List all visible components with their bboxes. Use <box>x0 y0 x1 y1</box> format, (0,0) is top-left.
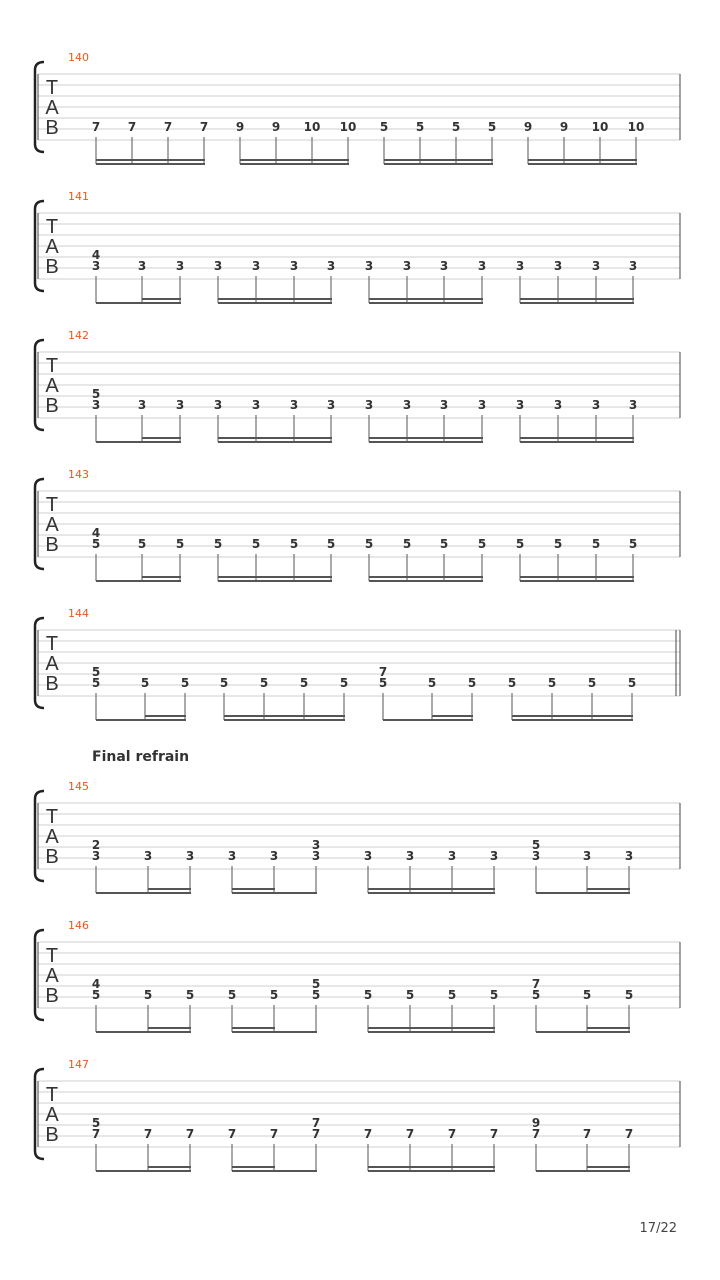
beam-secondary <box>232 1166 275 1168</box>
fret-number: 5 <box>427 676 437 690</box>
beam-secondary <box>432 715 473 717</box>
fret-number: 3 <box>251 259 261 273</box>
beam-primary <box>383 719 473 721</box>
fret-number: 3 <box>402 259 412 273</box>
beam-secondary <box>452 888 495 890</box>
fret-number: 7 <box>91 120 101 134</box>
fret-number: 7 <box>91 1127 101 1141</box>
fret-number: 5 <box>378 676 388 690</box>
fret-number: 5 <box>91 1116 101 1130</box>
fret-number: 5 <box>185 988 195 1002</box>
tab-clef-letter: A <box>45 653 59 675</box>
fret-number: 3 <box>591 398 601 412</box>
beam-secondary <box>512 715 553 717</box>
fret-number: 7 <box>624 1127 634 1141</box>
tab-clef-letter: B <box>45 256 59 278</box>
fret-number: 3 <box>91 259 101 273</box>
beam-secondary <box>587 888 630 890</box>
fret-number: 3 <box>289 398 299 412</box>
tab-system <box>35 607 680 721</box>
fret-number: 5 <box>467 676 477 690</box>
fret-number: 5 <box>259 676 269 690</box>
fret-number: 3 <box>439 259 449 273</box>
fret-number: 3 <box>269 849 279 863</box>
fret-number: 5 <box>213 537 223 551</box>
tab-system <box>35 468 680 582</box>
beam-secondary <box>410 1027 453 1029</box>
tab-clef-letter: B <box>45 673 59 695</box>
tab-clef-letter: A <box>45 965 59 987</box>
tab-clef-letter: T <box>45 77 59 99</box>
fret-number: 5 <box>339 676 349 690</box>
tab-system <box>35 329 680 443</box>
beam-primary <box>512 719 633 721</box>
beam-primary <box>536 892 630 894</box>
beam-primary <box>96 580 181 582</box>
beam-primary <box>368 1170 495 1172</box>
beam-secondary <box>452 1027 495 1029</box>
beam-secondary <box>558 437 597 439</box>
beam-primary <box>218 302 332 304</box>
beam-primary <box>218 441 332 443</box>
fret-number: 5 <box>299 676 309 690</box>
fret-number: 5 <box>624 988 634 1002</box>
beam-secondary <box>558 298 597 300</box>
measure-number: 143 <box>68 468 89 481</box>
fret-number: 9 <box>271 120 281 134</box>
beam-primary <box>96 892 191 894</box>
fret-number: 7 <box>582 1127 592 1141</box>
fret-number: 5 <box>477 537 487 551</box>
fret-number: 7 <box>163 120 173 134</box>
beam-primary <box>536 1031 630 1033</box>
beam-secondary <box>520 298 559 300</box>
beam-primary <box>96 302 181 304</box>
beam-secondary <box>368 1166 411 1168</box>
fret-number: 5 <box>91 537 101 551</box>
tab-clef-letter: T <box>45 216 59 238</box>
fret-number: 5 <box>487 120 497 134</box>
fret-number: 7 <box>531 977 541 991</box>
fret-number: 3 <box>582 849 592 863</box>
fret-number: 7 <box>199 120 209 134</box>
fret-number: 5 <box>447 988 457 1002</box>
measure-number: 141 <box>68 190 89 203</box>
beam-secondary <box>294 576 332 578</box>
fret-number: 3 <box>515 259 525 273</box>
beam-secondary <box>444 298 483 300</box>
beam-primary <box>96 1170 191 1172</box>
measure-number: 142 <box>68 329 89 342</box>
beam-primary <box>96 719 186 721</box>
fret-number: 3 <box>363 849 373 863</box>
fret-number: 3 <box>289 259 299 273</box>
fret-number: 7 <box>489 1127 499 1141</box>
beam-secondary <box>142 576 181 578</box>
fret-number: 3 <box>553 398 563 412</box>
tab-clef-letter: A <box>45 97 59 119</box>
fret-number: 5 <box>91 387 101 401</box>
fret-number: 3 <box>439 398 449 412</box>
fret-number: 7 <box>378 665 388 679</box>
beam-primary <box>369 441 483 443</box>
fret-number: 7 <box>363 1127 373 1141</box>
fret-number: 5 <box>582 988 592 1002</box>
beam-secondary <box>148 1027 191 1029</box>
fret-number: 7 <box>405 1127 415 1141</box>
tab-clef-letter: T <box>45 633 59 655</box>
measure-number: 140 <box>68 51 89 64</box>
beam-secondary <box>294 298 332 300</box>
beam-secondary <box>132 159 169 161</box>
fret-number: 5 <box>363 988 373 1002</box>
beam-primary <box>368 892 495 894</box>
beam-secondary <box>218 437 257 439</box>
fret-number: 5 <box>140 676 150 690</box>
tab-clef-letter: A <box>45 236 59 258</box>
beam-secondary <box>304 715 345 717</box>
fret-number: 9 <box>523 120 533 134</box>
beam-secondary <box>587 1166 630 1168</box>
fret-number: 3 <box>91 849 101 863</box>
fret-number: 5 <box>180 676 190 690</box>
beam-primary <box>96 441 181 443</box>
fret-number: 3 <box>489 849 499 863</box>
fret-number: 10 <box>339 120 357 134</box>
tab-clef-letter: T <box>45 945 59 967</box>
beam-primary <box>369 580 483 582</box>
fret-number: 3 <box>175 259 185 273</box>
fret-number: 5 <box>553 537 563 551</box>
fret-number: 7 <box>311 1127 321 1141</box>
fret-number: 5 <box>379 120 389 134</box>
beam-primary <box>96 1031 191 1033</box>
fret-number: 5 <box>364 537 374 551</box>
fret-number: 5 <box>251 537 261 551</box>
tab-clef-letter: A <box>45 1104 59 1126</box>
beam-secondary <box>232 1027 275 1029</box>
beam-primary <box>224 719 345 721</box>
beam-secondary <box>600 159 637 161</box>
fret-number: 3 <box>185 849 195 863</box>
fret-number: 3 <box>447 849 457 863</box>
tab-system <box>35 51 680 165</box>
fret-number: 3 <box>364 259 374 273</box>
fret-number: 7 <box>269 1127 279 1141</box>
tab-clef-letter: B <box>45 1124 59 1146</box>
beam-primary <box>232 892 317 894</box>
fret-number: 9 <box>531 1116 541 1130</box>
fret-number: 5 <box>326 537 336 551</box>
fret-number: 5 <box>311 988 321 1002</box>
fret-number: 3 <box>227 849 237 863</box>
fret-number: 3 <box>531 849 541 863</box>
fret-number: 5 <box>531 988 541 1002</box>
fret-number: 5 <box>289 537 299 551</box>
beam-secondary <box>145 715 186 717</box>
fret-number: 3 <box>477 259 487 273</box>
fret-number: 5 <box>143 988 153 1002</box>
beam-secondary <box>456 159 493 161</box>
beam-secondary <box>96 159 133 161</box>
beam-secondary <box>528 159 565 161</box>
fret-number: 2 <box>91 838 101 852</box>
beam-secondary <box>587 1027 630 1029</box>
beam-primary <box>528 163 637 165</box>
tab-clef-letter: A <box>45 514 59 536</box>
fret-number: 3 <box>628 259 638 273</box>
fret-number: 3 <box>91 398 101 412</box>
measure-number: 144 <box>68 607 89 620</box>
fret-number: 3 <box>515 398 525 412</box>
beam-secondary <box>558 576 597 578</box>
fret-number: 3 <box>402 398 412 412</box>
beam-secondary <box>564 159 601 161</box>
fret-number: 5 <box>91 988 101 1002</box>
beam-secondary <box>240 159 277 161</box>
tab-clef-letter: B <box>45 846 59 868</box>
beam-secondary <box>452 1166 495 1168</box>
fret-number: 3 <box>405 849 415 863</box>
fret-number: 7 <box>143 1127 153 1141</box>
beam-secondary <box>410 888 453 890</box>
beam-secondary <box>218 298 257 300</box>
beam-secondary <box>168 159 205 161</box>
fret-number: 5 <box>627 676 637 690</box>
beam-secondary <box>552 715 593 717</box>
measure-number: 146 <box>68 919 89 932</box>
section-heading: Final refrain <box>92 749 190 765</box>
fret-number: 5 <box>402 537 412 551</box>
fret-number: 3 <box>591 259 601 273</box>
fret-number: 3 <box>143 849 153 863</box>
fret-number: 9 <box>235 120 245 134</box>
fret-number: 7 <box>127 120 137 134</box>
fret-number: 7 <box>185 1127 195 1141</box>
fret-number: 5 <box>227 988 237 1002</box>
fret-number: 10 <box>627 120 645 134</box>
beam-secondary <box>407 437 445 439</box>
beam-primary <box>232 1170 317 1172</box>
beam-secondary <box>218 576 257 578</box>
fret-number: 3 <box>553 259 563 273</box>
fret-number: 3 <box>251 398 261 412</box>
beam-secondary <box>232 888 275 890</box>
beam-secondary <box>142 298 181 300</box>
measure-number: 147 <box>68 1058 89 1071</box>
beam-secondary <box>369 576 408 578</box>
fret-number: 3 <box>137 259 147 273</box>
fret-number: 5 <box>91 676 101 690</box>
measure-number: 145 <box>68 780 89 793</box>
beam-secondary <box>368 888 411 890</box>
fret-number: 5 <box>451 120 461 134</box>
beam-secondary <box>384 159 421 161</box>
beam-secondary <box>520 576 559 578</box>
fret-number: 5 <box>547 676 557 690</box>
fret-number: 5 <box>405 988 415 1002</box>
beam-primary <box>369 302 483 304</box>
fret-number: 10 <box>591 120 609 134</box>
beam-secondary <box>596 437 634 439</box>
tab-system <box>35 190 680 304</box>
beam-primary <box>232 1031 317 1033</box>
fret-number: 7 <box>227 1127 237 1141</box>
beam-secondary <box>596 298 634 300</box>
beam-primary <box>520 580 634 582</box>
fret-number: 5 <box>311 977 321 991</box>
fret-number: 5 <box>628 537 638 551</box>
tab-clef-letter: T <box>45 355 59 377</box>
beam-secondary <box>312 159 349 161</box>
beam-secondary <box>148 888 191 890</box>
tab-clef-letter: B <box>45 985 59 1007</box>
fret-number: 5 <box>439 537 449 551</box>
fret-number: 3 <box>326 259 336 273</box>
fret-number: 9 <box>559 120 569 134</box>
beam-secondary <box>264 715 305 717</box>
fret-number: 10 <box>303 120 321 134</box>
fret-number: 4 <box>91 526 101 540</box>
fret-number: 4 <box>91 977 101 991</box>
fret-number: 5 <box>515 537 525 551</box>
beam-primary <box>240 163 349 165</box>
tab-clef-letter: T <box>45 806 59 828</box>
fret-number: 7 <box>311 1116 321 1130</box>
beam-primary <box>96 163 205 165</box>
fret-number: 7 <box>447 1127 457 1141</box>
beam-primary <box>520 441 634 443</box>
fret-number: 3 <box>213 398 223 412</box>
beam-secondary <box>276 159 313 161</box>
beam-secondary <box>596 576 634 578</box>
beam-secondary <box>444 576 483 578</box>
beam-secondary <box>224 715 265 717</box>
fret-number: 5 <box>91 665 101 679</box>
beam-secondary <box>256 298 295 300</box>
fret-number: 3 <box>213 259 223 273</box>
beam-secondary <box>148 1166 191 1168</box>
tab-clef-letter: T <box>45 1084 59 1106</box>
beam-primary <box>520 302 634 304</box>
beam-secondary <box>369 437 408 439</box>
fret-number: 5 <box>587 676 597 690</box>
fret-number: 3 <box>364 398 374 412</box>
tab-clef-letter: A <box>45 375 59 397</box>
beam-primary <box>384 163 493 165</box>
beam-secondary <box>420 159 457 161</box>
beam-secondary <box>592 715 633 717</box>
beam-secondary <box>256 437 295 439</box>
fret-number: 3 <box>326 398 336 412</box>
beam-primary <box>368 1031 495 1033</box>
beam-secondary <box>520 437 559 439</box>
fret-number: 5 <box>219 676 229 690</box>
fret-number: 3 <box>311 849 321 863</box>
beam-secondary <box>407 576 445 578</box>
fret-number: 3 <box>175 398 185 412</box>
beam-secondary <box>407 298 445 300</box>
tab-system <box>35 1058 680 1172</box>
tab-clef-letter: B <box>45 534 59 556</box>
beam-primary <box>536 1170 630 1172</box>
fret-number: 5 <box>269 988 279 1002</box>
beam-primary <box>218 580 332 582</box>
fret-number: 5 <box>175 537 185 551</box>
tab-clef-letter: B <box>45 395 59 417</box>
beam-secondary <box>142 437 181 439</box>
tab-clef-letter: B <box>45 117 59 139</box>
fret-number: 4 <box>91 248 101 262</box>
beam-secondary <box>410 1166 453 1168</box>
fret-number: 3 <box>311 838 321 852</box>
tab-system <box>35 780 680 894</box>
fret-number: 3 <box>137 398 147 412</box>
fret-number: 5 <box>507 676 517 690</box>
beam-secondary <box>444 437 483 439</box>
fret-number: 5 <box>415 120 425 134</box>
tab-clef-letter: A <box>45 826 59 848</box>
beam-secondary <box>256 576 295 578</box>
fret-number: 5 <box>531 838 541 852</box>
tab-system <box>35 919 680 1033</box>
fret-number: 3 <box>628 398 638 412</box>
fret-number: 5 <box>489 988 499 1002</box>
page-number: 17/22 <box>639 1221 677 1236</box>
beam-secondary <box>368 1027 411 1029</box>
fret-number: 3 <box>477 398 487 412</box>
beam-secondary <box>369 298 408 300</box>
fret-number: 7 <box>531 1127 541 1141</box>
fret-number: 5 <box>591 537 601 551</box>
fret-number: 5 <box>137 537 147 551</box>
tab-clef-letter: T <box>45 494 59 516</box>
fret-number: 3 <box>624 849 634 863</box>
beam-secondary <box>294 437 332 439</box>
